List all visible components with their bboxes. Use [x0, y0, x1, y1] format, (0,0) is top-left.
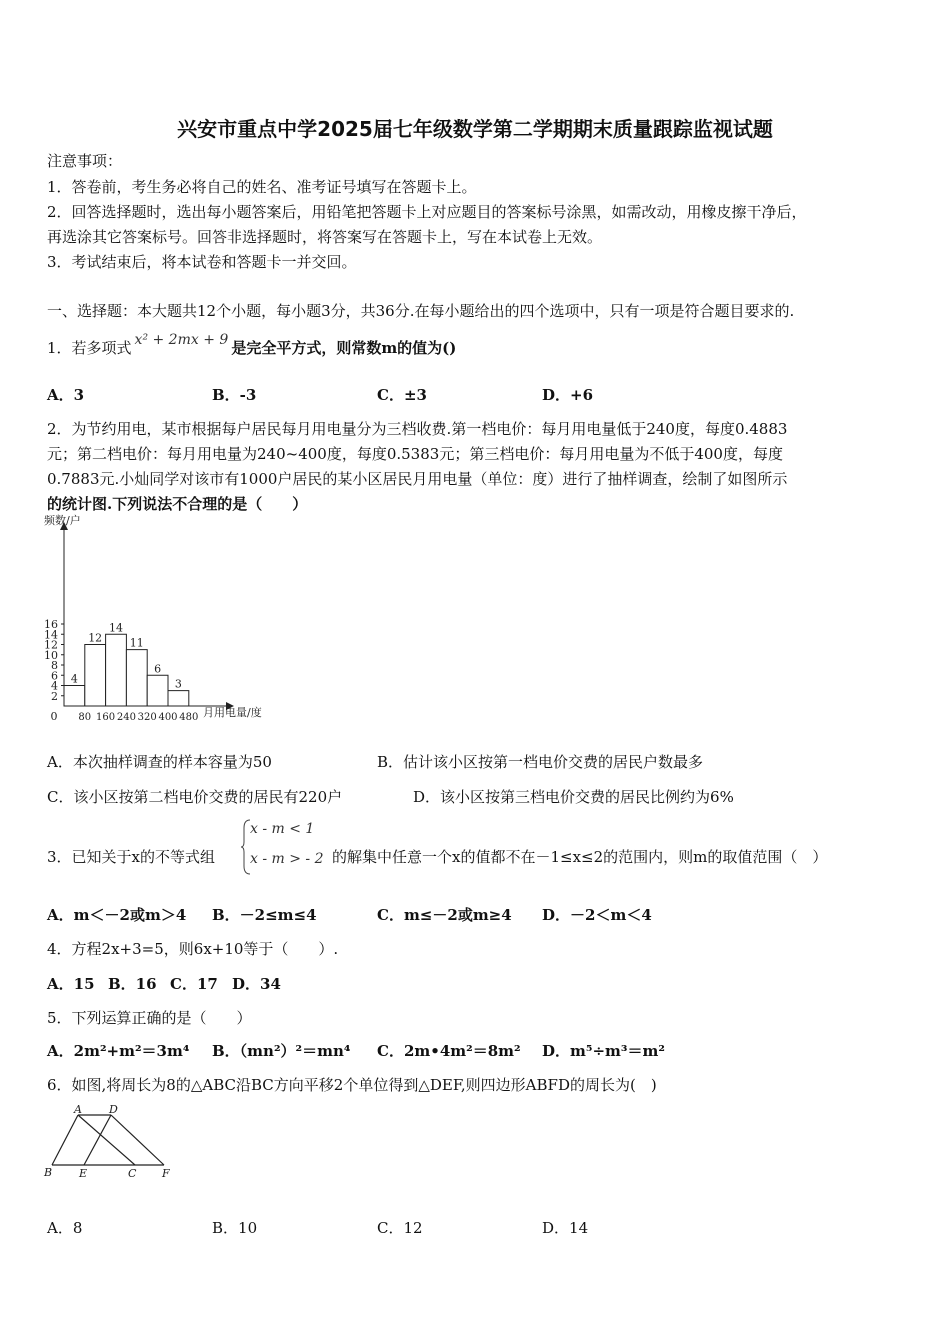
q4-option-c[interactable]: C．17: [170, 975, 218, 993]
q5-option-b[interactable]: B．（mn²）²＝mn⁴: [212, 1042, 351, 1060]
segment-ab: [52, 1115, 78, 1165]
y-axis-label: 频数/户: [44, 514, 81, 527]
q6-option-b[interactable]: B．10: [212, 1219, 258, 1237]
q5-option-c[interactable]: C．2m•4m²＝8m²: [377, 1042, 521, 1060]
label-f: F: [162, 1167, 170, 1180]
label-e: E: [79, 1167, 88, 1180]
y-tick-label: 6: [51, 669, 58, 683]
label-a: A: [74, 1103, 82, 1116]
q3-suffix: 的解集中任意一个x的值都不在－1≤x≤2的范围内，则m的取值范围（ ）: [332, 848, 828, 866]
y-tick-label: 4: [51, 679, 58, 693]
histogram-bar: [168, 691, 189, 706]
label-c: C: [128, 1167, 137, 1180]
bar-value-label: 12: [88, 631, 103, 645]
x-tick-label: 80: [78, 712, 92, 723]
q5-text: 5．下列运算正确的是（ ）: [47, 1009, 252, 1027]
y-tick-label: 14: [44, 628, 58, 642]
q1-prefix: 1．若多项式: [47, 339, 132, 357]
q2-option-b[interactable]: B．估计该小区按第一档电价交费的居民户数最多: [377, 753, 704, 771]
histogram-bar: [85, 645, 106, 707]
q4-option-a[interactable]: A．15: [47, 975, 95, 993]
histogram-bar: [64, 686, 85, 707]
q6-option-c[interactable]: C．12: [377, 1219, 423, 1237]
q2-option-c[interactable]: C．该小区按第二档电价交费的居民有220户: [47, 788, 343, 806]
q6-option-a[interactable]: A．8: [47, 1219, 83, 1237]
histogram-chart: [40, 512, 280, 727]
notice-item: 再选涂其它答案标号。回答非选择题时，将答案写在答题卡上，写在本试卷上无效。: [47, 228, 603, 246]
bar-value-label: 4: [70, 672, 78, 686]
q3-option-b[interactable]: B．－2≤m≤4: [212, 906, 317, 924]
x-tick-label: 480: [179, 712, 199, 723]
notice-heading: 注意事项：: [47, 152, 123, 170]
q1-option-c[interactable]: C．±3: [377, 386, 427, 404]
q4-option-d[interactable]: D．34: [232, 975, 281, 993]
inequality-system: [240, 818, 330, 876]
q1-expression: x² + 2mx + 9: [134, 332, 229, 348]
page-title: 兴安市重点中学2025届七年级数学第二学期期末质量跟踪监视试题: [177, 117, 773, 141]
question-1: [47, 332, 457, 360]
y-tick-label: 2: [51, 689, 58, 703]
x-tick-label: 320: [137, 712, 157, 723]
q1-option-a[interactable]: A．3: [47, 386, 85, 404]
origin-label: 0: [50, 710, 58, 723]
q6-option-d[interactable]: D．14: [542, 1219, 589, 1237]
q6-text: 6．如图,将周长为8的△ABC沿BC方向平移2个单位得到△DEF,则四边形ABFD的周长为( ): [47, 1076, 657, 1094]
bar-value-label: 3: [174, 677, 182, 691]
histogram-bar: [126, 650, 147, 706]
y-tick-label: 16: [44, 618, 58, 631]
notice-item: 3．考试结束后，将本试卷和答题卡一并交回。: [47, 253, 357, 271]
q1-option-d[interactable]: D．+6: [542, 386, 594, 404]
histogram-bar: [147, 675, 168, 706]
bar-value-label: 14: [109, 621, 123, 635]
notice-item: 1．答卷前，考生务必将自己的姓名、准考证号填写在答题卡上。: [47, 178, 477, 196]
q5-option-d[interactable]: D．m⁵÷m³＝m²: [542, 1042, 665, 1060]
y-tick-label: 12: [44, 638, 58, 652]
bar-value-label: 6: [154, 662, 162, 676]
q4-option-b[interactable]: B．16: [108, 975, 157, 993]
q3-option-d[interactable]: D．－2＜m＜4: [542, 906, 652, 924]
x-tick-label: 400: [158, 712, 178, 723]
system-row-1: x - m < 1: [250, 821, 315, 837]
q3-prefix: 3．已知关于x的不等式组: [47, 848, 216, 866]
section-heading: 一、选择题：本大题共12个小题，每小题3分，共36分.在每小题给出的四个选项中，只有一项是符合题目要求的.: [47, 302, 795, 320]
q1-suffix: 是完全平方式，则常数m的值为(): [231, 339, 457, 357]
notice-item: 2．回答选择题时，选出每小题答案后，用铅笔把答题卡上对应题目的答案标号涂黑，如需改动，用橡皮擦干净后，: [47, 203, 807, 221]
x-axis-label: 月用电量/度: [203, 706, 262, 719]
histogram-bar: [106, 634, 127, 706]
q2-line: 的统计图.下列说法不合理的是（ ）: [47, 495, 308, 513]
segment-df: [111, 1115, 164, 1165]
q2-line: 0.7883元.小灿同学对该市有1000户居民的某小区居民月用电量（单位：度）进行了抽样调查，绘制了如图所示: [47, 470, 788, 488]
y-tick-label: 10: [44, 648, 58, 662]
translation-figure: [40, 1103, 180, 1183]
q2-line: 2．为节约用电，某市根据每户居民每月用电量分为三档收费.第一档电价：每月用电量低于240度，每度0.4883: [47, 420, 788, 438]
q3-option-a[interactable]: A．m＜－2或m＞4: [47, 906, 187, 924]
q4-text: 4．方程2x+3=5，则6x+10等于（ ）.: [47, 940, 339, 958]
q2-option-a[interactable]: A．本次抽样调查的样本容量为50: [47, 753, 272, 771]
q2-option-d[interactable]: D．该小区按第三档电价交费的居民比例约为6%: [413, 788, 734, 806]
bar-value-label: 11: [129, 636, 144, 650]
q5-option-a[interactable]: A．2m²+m²＝3m⁴: [47, 1042, 190, 1060]
label-b: B: [44, 1166, 53, 1179]
y-tick-label: 8: [51, 659, 58, 672]
x-tick-label: 240: [116, 712, 136, 723]
q3-option-c[interactable]: C．m≤－2或m≥4: [377, 906, 512, 924]
x-tick-label: 160: [96, 712, 116, 723]
system-row-2: x - m > - 2: [250, 851, 324, 867]
q2-line: 元；第二档电价：每月用电量为240~400度，每度0.5383元；第三档电价：每月用电量为不低于400度，每度: [47, 445, 783, 463]
q1-option-b[interactable]: B．-3: [212, 386, 257, 404]
label-d: D: [109, 1103, 118, 1116]
